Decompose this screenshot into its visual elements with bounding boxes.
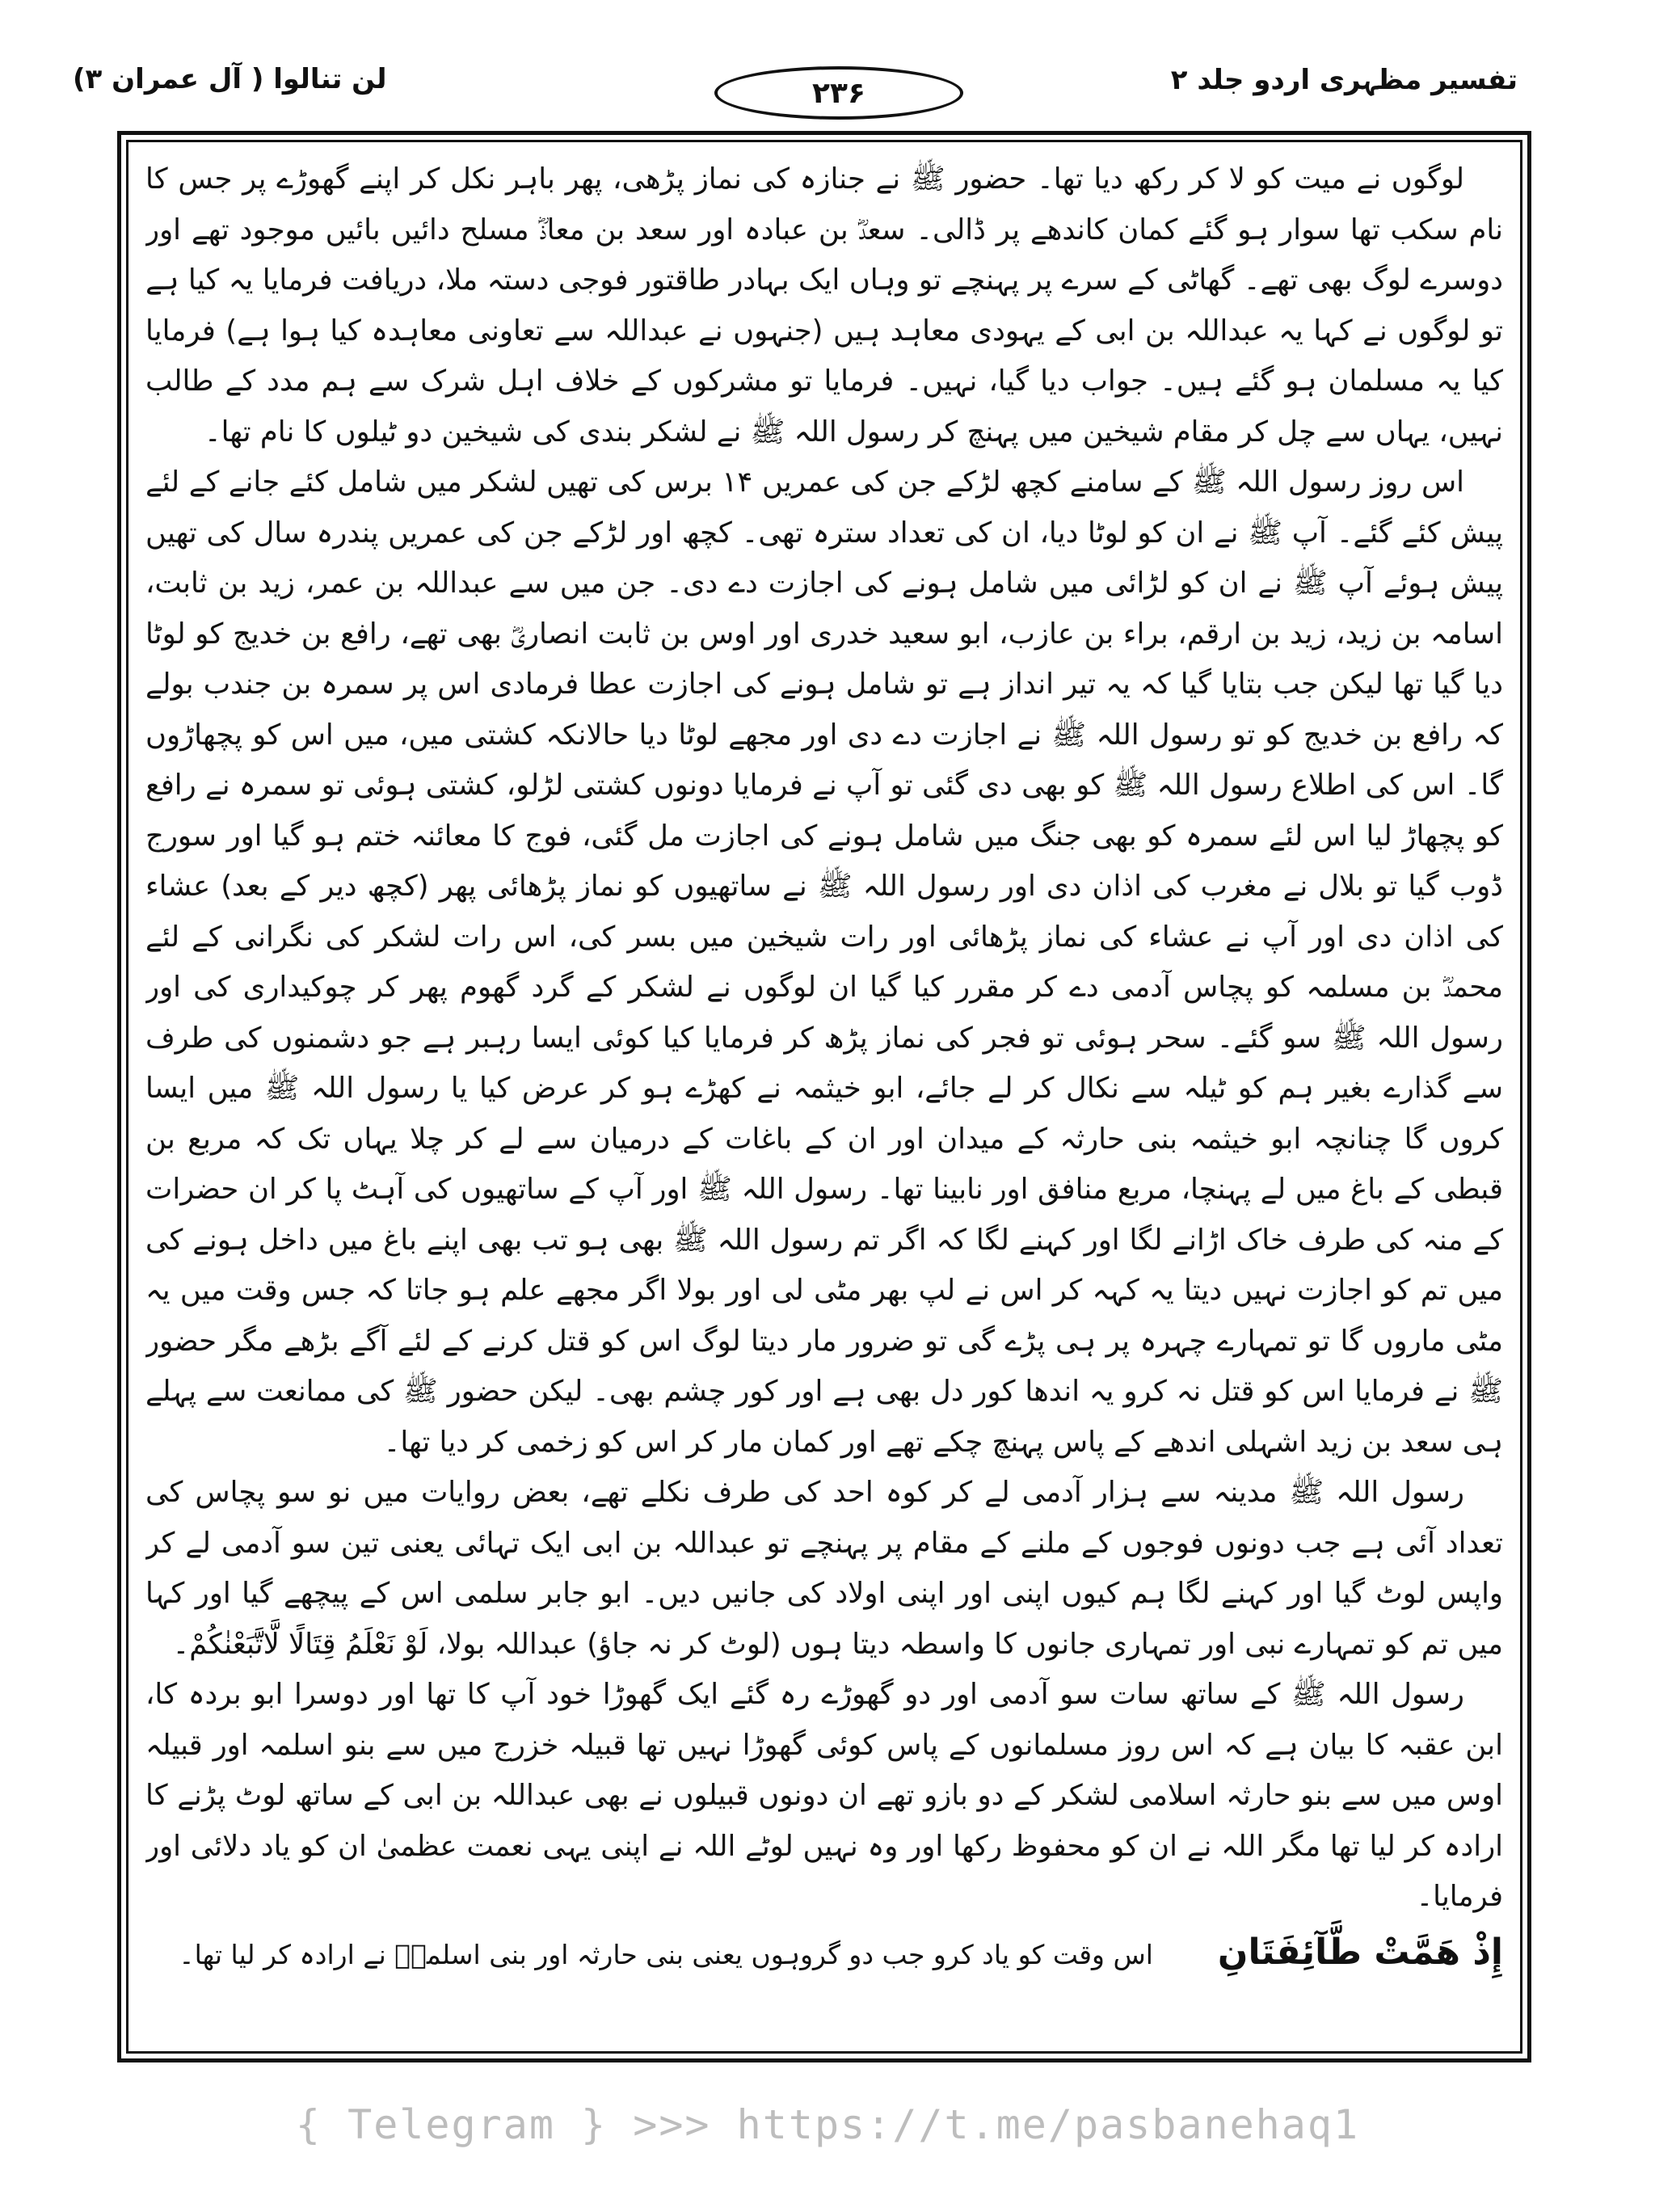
page-number: ۲۳۶ xyxy=(714,66,963,120)
chapter-header: لن تنالوا ( آل عمران ۳) xyxy=(73,63,387,95)
quran-verse: إِذْ هَمَّتْ طَّآئِفَتَانِ xyxy=(1217,1931,1503,1973)
body-text xyxy=(145,154,1503,2042)
paragraph-1: لوگوں نے میت کو لا کر رکھ دیا تھا۔ حضور ﷺ نے جنازہ کی نماز پڑھی، پھر باہر نکل کر اپنے گھوڑے پر جس کا نام سکب تھا سوار ہو گئے کمان کاندھے پر ڈالی۔ سعدؓ بن عبادہ اور سعد بن معاذؓ مسلح دائیں بائیں موجود تھے اور دوسرے لوگ بھی تھے۔ گھاٹی کے سرے پر پہنچے تو وہاں ایک بہادر طاقتور فوجی دستہ ملا، دریافت فرمایا یہ کیا ہے تو لوگوں نے کہا یہ عبداللہ بن ابی کے یہودی معاہد ہیں (جنہوں نے عبداللہ سے تعاونی معاہدہ کیا ہوا ہے) فرمایا کیا یہ مسلمان ہو گئے ہیں۔ جواب دیا گیا، نہیں۔ فرمایا تو مشرکوں کے خلاف اہل شرک سے ہم مدد کے طالب نہیں، یہاں سے چل کر مقام شیخین میں پہنچ کر رسول اللہ ﷺ نے لشکر بندی کی شیخین دو ٹیلوں کا نام تھا۔ xyxy=(145,162,1503,449)
paragraph-2: اس روز رسول اللہ ﷺ کے سامنے کچھ لڑکے جن کی عمریں ۱۴ برس کی تھیں لشکر میں شامل کئے جانے کے لئے پیش کئے گئے۔ آپ ﷺ نے ان کو لوٹا دیا، ان کی تعداد سترہ تھی۔ کچھ اور لڑکے جن کی عمریں پندرہ سال کی تھیں پیش ہوئے آپ ﷺ نے ان کو لڑائی میں شامل ہونے کی اجازت دے دی۔ جن میں سے عبداللہ بن عمر، زید بن ثابت، اسامہ بن زید، زید بن ارقم، براء بن عازب، ابو سعید خدری اور اوس بن ثابت انصاریؓ بھی تھے، رافع بن خدیج کو لوٹا دیا گیا تھا لیکن جب بتایا گیا کہ یہ تیر انداز ہے تو شامل ہونے کی اجازت عطا فرمادی اس پر سمرہ بن جندب بولے کہ رافع بن خدیج کو تو رسول اللہ ﷺ نے اجازت دے دی اور مجھے لوٹا دیا حالانکہ کشتی میں، میں اس کو پچھاڑوں گا۔ اس کی اطلاع رسول اللہ ﷺ کو بھی دی گئی تو آپ نے فرمایا دونوں کشتی لڑلو، کشتی ہوئی تو سمرہ نے رافع کو پچھاڑ لیا اس لئے سمرہ کو بھی جنگ میں شامل ہونے کی اجازت مل گئی، فوج کا معائنہ ختم ہو گیا اور سورج ڈوب گیا تو بلال نے مغرب کی اذان دی اور رسول اللہ ﷺ نے ساتھیوں کو نماز پڑھائی پھر (کچھ دیر کے بعد) عشاء کی اذان دی اور آپ نے عشاء کی نماز پڑھائی اور رات شیخین میں بسر کی، اس رات لشکر کی نگرانی کے لئے محمدؓ بن مسلمہ کو پچاس آدمی دے کر مقرر کیا گیا ان لوگوں نے لشکر کے گرد گھوم پھر کر چوکیداری کی اور رسول اللہ ﷺ سو گئے۔ سحر ہوئی تو فجر کی نماز پڑھ کر فرمایا کیا کوئی ایسا رہبر ہے جو دشمنوں کی طرف سے گذارے بغیر ہم کو ٹیلہ سے نکال کر لے جائے، ابو خیثمہ نے کھڑے ہو کر عرض کیا یا رسول اللہ ﷺ میں ایسا کروں گا چنانچہ ابو خیثمہ بنی حارثہ کے میدان اور ان کے باغات کے درمیان سے لے کر چلا یہاں تک کہ مربع بن قبطی کے باغ میں لے پہنچا، مربع منافق اور نابینا تھا۔ رسول اللہ ﷺ اور آپ کے ساتھیوں کی آہٹ پا کر ان حضرات کے منہ کی طرف خاک اڑانے لگا اور کہنے لگا کہ اگر تم رسول اللہ ﷺ بھی ہو تب بھی اپنے باغ میں داخل ہونے کی میں تم کو اجازت نہیں دیتا یہ کہہ کر اس نے لپ بھر مٹی لی اور بولا اگر مجھے علم ہو جاتا کہ جس وقت میں یہ مٹی ماروں گا تو تمہارے چہرہ پر ہی پڑے گی تو ضرور مار دیتا لوگ اس کو قتل کرنے کے لئے آگے بڑھے مگر حضور ﷺ نے فرمایا اس کو قتل نہ کرو یہ اندھا کور دل بھی ہے اور کور چشم بھی۔ لیکن حضور ﷺ کی ممانعت سے پہلے ہی سعد بن زید اشہلی اندھے کے پاس پہنچ چکے تھے اور کمان مار کر اس کو زخمی کر دیا تھا۔ xyxy=(145,466,1503,1459)
verse-translation: اس وقت کو یاد کرو جب دو گروہوں یعنی بنی حارثہ اور بنی اسلمہؓ نے ارادہ کر لیا تھا۔ xyxy=(179,1938,1153,1970)
paragraph-4: رسول اللہ ﷺ کے ساتھ سات سو آدمی اور دو گھوڑے رہ گئے ایک گھوڑا خود آپ کا تھا اور دوسرا ابو بردہ کا، ابن عقبہ کا بیان ہے کہ اس روز مسلمانوں کے پاس کوئی گھوڑا نہیں تھا قبیلہ خزرج میں سے بنو اسلمہ اور قبیلہ اوس میں سے بنو حارثہ اسلامی لشکر کے دو بازو تھے ان دونوں قبیلوں نے بھی عبداللہ بن ابی کے ساتھ لوٹ پڑنے کا ارادہ کر لیا تھا مگر اللہ نے ان کو محفوظ رکھا اور وہ نہیں لوٹے اللہ نے اپنی یہی نعمت عظمیٰ ان کو یاد دلائی اور فرمایا۔ xyxy=(145,1678,1503,1913)
telegram-watermark: { Telegram } >>> https://t.me/pasbanehaq1 xyxy=(295,2101,1360,2148)
book-title-header: تفسیر مظہری اردو جلد ۲ xyxy=(1170,64,1518,96)
page-border xyxy=(117,131,1531,2062)
paragraph-3: رسول اللہ ﷺ مدینہ سے ہزار آدمی لے کر کوہ احد کی طرف نکلے تھے، بعض روایات میں نو سو پچاس کی تعداد آئی ہے جب دونوں فوجوں کے ملنے کے مقام پر پہنچے تو عبداللہ بن ابی ایک تہائی یعنی تین سو آدمی لے کر واپس لوٹ گیا اور کہنے لگا ہم کیوں اپنی اور اپنی اولاد کی جانیں دیں۔ ابو جابر سلمی اس کے پیچھے گیا اور کہا میں تم کو تمہارے نبی اور تمہاری جانوں کا واسطہ دیتا ہوں (لوٹ کر نہ جاؤ) عبداللہ بولا، لَوْ نَعْلَمُ قِتَالًا لَّاتَّبَعْنٰكُمْ۔ xyxy=(145,1476,1503,1661)
verse-line xyxy=(145,1928,1503,1981)
